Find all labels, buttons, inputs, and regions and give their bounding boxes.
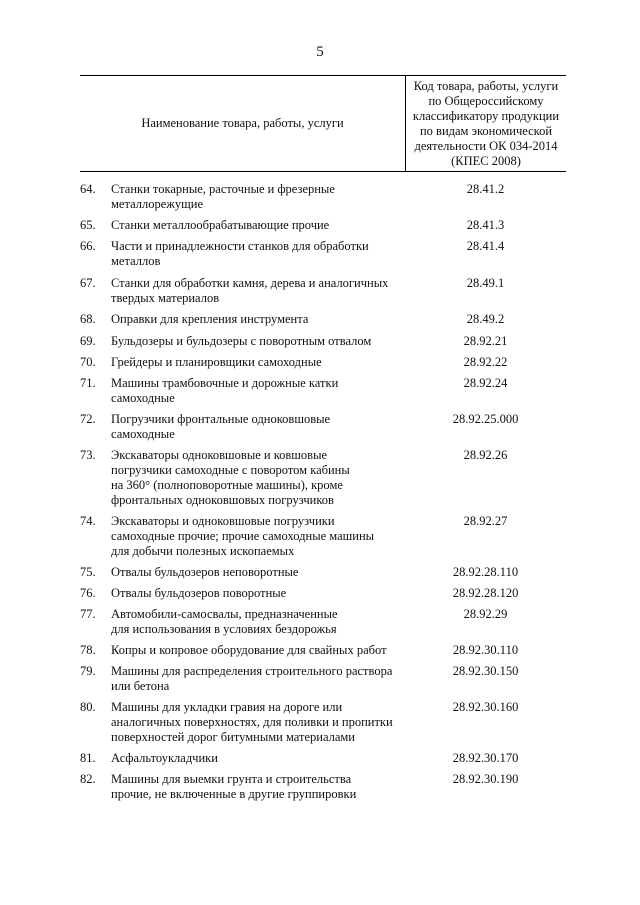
row-name-line: Копры и копровое оборудование для свайных работ	[111, 643, 387, 657]
row-name	[111, 412, 411, 442]
row-name	[111, 334, 411, 349]
row-name	[111, 376, 411, 406]
row-number: 77.	[80, 607, 96, 621]
header-code-column	[405, 76, 566, 171]
row-number: 73.	[80, 448, 96, 462]
row-code: 28.92.22	[463, 355, 508, 369]
row-code: 28.49.2	[466, 312, 505, 326]
row-name	[111, 565, 411, 580]
row-code: 28.41.4	[466, 239, 505, 253]
row-number: 74.	[80, 514, 96, 528]
row-name-line: фронтальных одноковшовых погрузчиков	[111, 493, 334, 507]
row-number: 82.	[80, 772, 96, 786]
row-name	[111, 607, 411, 637]
row-name	[111, 448, 411, 508]
row-code: 28.92.26	[463, 448, 508, 462]
row-name-line: Отвалы бульдозеров поворотные	[111, 586, 287, 600]
row-name-line: на 360° (полноповоротные машины), кроме	[111, 478, 343, 492]
row-name	[111, 586, 411, 601]
header-code-line: деятельности ОК 034-2014	[414, 138, 558, 153]
row-number: 65.	[80, 218, 96, 232]
row-code: 28.92.27	[463, 514, 508, 528]
header-code-line: по Общероссийскому	[428, 93, 544, 108]
table-header	[80, 75, 566, 172]
row-name-line: Машины для выемки грунта и строительства	[111, 772, 352, 786]
row-number: 64.	[80, 182, 96, 196]
row-name-line: Экскаваторы одноковшовые и ковшовые	[111, 448, 328, 462]
row-name	[111, 643, 411, 658]
row-name-line: Погрузчики фронтальные одноковшовые	[111, 412, 331, 426]
row-number: 66.	[80, 239, 96, 253]
row-code: 28.49.1	[466, 276, 505, 290]
row-name	[111, 182, 411, 212]
row-name-line: поверхностей дорог битумными материалами	[111, 730, 356, 744]
row-name-line: металлорежущие	[111, 197, 204, 211]
row-name	[111, 664, 411, 694]
row-name	[111, 355, 411, 370]
row-name-line: Экскаваторы и одноковшовые погрузчики	[111, 514, 335, 528]
row-name-line: Автомобили-самосвалы, предназначенные	[111, 607, 338, 621]
row-code: 28.41.3	[466, 218, 505, 232]
row-name-line: аналогичных поверхностях, для поливки и пропитки	[111, 715, 393, 729]
row-code: 28.92.28.110	[452, 565, 519, 579]
row-name-line: Грейдеры и планировщики самоходные	[111, 355, 322, 369]
row-name-line: твердых материалов	[111, 291, 220, 305]
row-number: 70.	[80, 355, 96, 369]
row-name-line: Части и принадлежности станков для обработки	[111, 239, 369, 253]
header-code-line: классификатору продукции	[412, 108, 560, 123]
row-name-line: самоходные прочие; прочие самоходные машины	[111, 529, 375, 543]
row-name	[111, 239, 411, 269]
row-number: 67.	[80, 276, 96, 290]
row-code: 28.92.21	[463, 334, 508, 348]
header-code-line: (КПЕС 2008)	[451, 153, 521, 168]
row-code: 28.41.2	[466, 182, 505, 196]
row-name	[111, 218, 411, 233]
row-name-line: Оправки для крепления инструмента	[111, 312, 309, 326]
row-name-line: Машины для распределения строительного раствора	[111, 664, 393, 678]
row-name-line: Машины трамбовочные и дорожные катки	[111, 376, 339, 390]
row-name-line: Станки металлообрабатывающие прочие	[111, 218, 330, 232]
row-number: 71.	[80, 376, 96, 390]
row-name-line: для использования в условиях бездорожья	[111, 622, 337, 636]
row-name	[111, 514, 411, 559]
row-name	[111, 772, 411, 802]
row-name-line: самоходные	[111, 391, 175, 405]
row-name-line: Бульдозеры и бульдозеры с поворотным отвалом	[111, 334, 372, 348]
row-name-line: или бетона	[111, 679, 170, 693]
row-name	[111, 312, 411, 327]
row-code: 28.92.24	[463, 376, 508, 390]
row-code: 28.92.30.150	[452, 664, 519, 678]
row-number: 75.	[80, 565, 96, 579]
row-code: 28.92.28.120	[452, 586, 519, 600]
row-number: 78.	[80, 643, 96, 657]
row-name-line: для добычи полезных ископаемых	[111, 544, 295, 558]
row-name	[111, 751, 411, 766]
row-name-line: Асфальтоукладчики	[111, 751, 218, 765]
header-name-column: Наименование товара, работы, услуги	[141, 116, 344, 130]
row-name-line: прочие, не включенные в другие группировки	[111, 787, 357, 801]
row-number: 81.	[80, 751, 96, 765]
row-name-line: Машины для укладки гравия на дороге или	[111, 700, 343, 714]
row-code: 28.92.25.000	[452, 412, 519, 426]
page-number: 5	[316, 44, 324, 60]
row-name	[111, 700, 411, 745]
row-code: 28.92.30.110	[452, 643, 519, 657]
row-code: 28.92.30.170	[452, 751, 519, 765]
row-name-line: металлов	[111, 254, 161, 268]
row-code: 28.92.30.190	[452, 772, 519, 786]
row-name-line: самоходные	[111, 427, 175, 441]
header-code-line: Код товара, работы, услуги	[413, 78, 559, 93]
row-code: 28.92.29	[463, 607, 508, 621]
row-name-line: Отвалы бульдозеров неповоротные	[111, 565, 299, 579]
row-number: 76.	[80, 586, 96, 600]
row-number: 72.	[80, 412, 96, 426]
row-number: 69.	[80, 334, 96, 348]
row-number: 68.	[80, 312, 96, 326]
row-name-line: погрузчики самоходные с поворотом кабины	[111, 463, 350, 477]
row-code: 28.92.30.160	[452, 700, 519, 714]
row-name	[111, 276, 411, 306]
header-code-line: по видам экономической	[419, 123, 553, 138]
row-number: 79.	[80, 664, 96, 678]
row-number: 80.	[80, 700, 96, 714]
row-name-line: Станки токарные, расточные и фрезерные	[111, 182, 335, 196]
row-name-line: Станки для обработки камня, дерева и аналогичных	[111, 276, 389, 290]
